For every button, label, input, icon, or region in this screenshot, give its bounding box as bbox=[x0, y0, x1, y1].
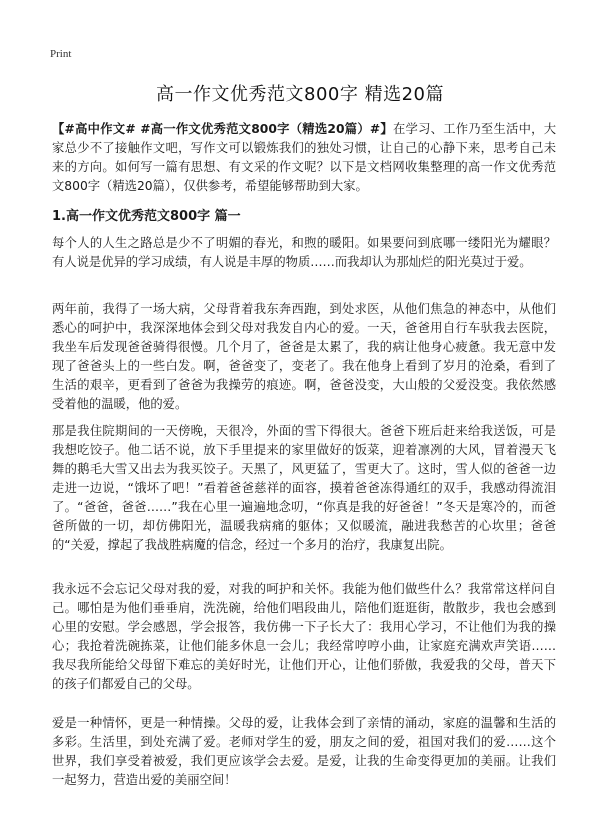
body-paragraph-1: 每个人的人生之路总是少不了明媚的春光，和煦的暖阳。如果要问到底哪一缕阳光为耀眼？有人说是优异的学习成绩，有人说是丰厚的物质……而我却认为那灿烂的阳光莫过于爱。 bbox=[52, 236, 556, 269]
print-label[interactable]: Print bbox=[50, 48, 72, 60]
intro-text: 在学习、工作乃至生活中，大家总少不了接触作文吧，写作文可以锻炼我们的独处习惯，让自己的心静下来，思考自己未来的方向。如何写一篇有思想、有文采的作文呢？以下是文档网收集整理的高一作文优秀范文800字（精选20篇），仅供参考，希望能够帮助到大家。 bbox=[52, 122, 556, 193]
body-paragraph-3: 那是我住院期间的一天傍晚，天很冷，外面的雪下得很大。爸爸下班后赶来给我送饭，可是我想吃饺子。他二话不说，放下手里提来的家里做好的饭菜，迎着凛冽的大风，冒着漫天飞舞的鹅毛大雪又出去为我买饺子。天黑了，风更猛了，雪更大了。这时，雪人似的爸爸一边走进一边说，“饿坏了吧！”看着爸爸慈祥的面容，摸着爸爸冻得通红的双手，我感动得流泪了。“爸爸，爸爸……”我在心里一遍遍地念叨，“你真是我的好爸爸！”冬天是寒冷的，而爸爸所做的一切，却仿佛阳光，温暖我病痛的躯体；又似暖流，融进我愁苦的心坎里；爸爸的“关爱，撑起了我战胜病魔的信念，经过一个多月的治疗，我康复出院。 bbox=[52, 424, 556, 552]
body-paragraph-4: 我永远不会忘记父母对我的爱，对我的呵护和关怀。我能为他们做些什么？我常常这样问自己。哪怕是为他们垂垂肩，洗洗碗，给他们唱段曲儿，陪他们逛逛街，散散步，我也会感到心里的安慰。学会感恩，学会报答，我仿佛一下子长大了：我用心学习，不让他们为我的操心；我抢着洗碗拣菜，让他们能多休息一会儿；我经常哼哼小曲，让家庭充满欢声笑语……我尽我所能给父母留下难忘的美好时光，让他们开心，让他们骄傲，我爱我的父母，普天下的孩子们都爱自己的父母。 bbox=[52, 582, 556, 691]
document-title: 高一作文优秀范文800字 精选20篇 bbox=[156, 84, 444, 105]
section-heading: 1.高一作文优秀范文800字 篇一 bbox=[52, 209, 241, 224]
intro-paragraph bbox=[52, 120, 556, 196]
body-paragraph-5: 爱是一种情怀，更是一种情操。父母的爱，让我体会到了亲情的涌动，家庭的温馨和生活的多彩。生活里，到处充满了爱。老师对学生的爱，朋友之间的爱，祖国对我们的爱……这个世界，我们享受着被爱，我们更应该学会去爱。是爱，让我的生命变得更加的美丽。让我们一起努力，营造出爱的美丽空间！ bbox=[52, 716, 556, 787]
intro-tag: 【#高中作文# #高一作文优秀范文800字（精选20篇）#】 bbox=[52, 122, 393, 136]
body-paragraph-2: 两年前，我得了一场大病，父母背着我东奔西跑，到处求医，从他们焦急的神态中，从他们悉心的呵护中，我深深地体会到父母对我发自内心的爱。一天，爸爸用自行车驮我去医院，我坐车后发现爸爸骑得很慢。几个月了，爸爸是太累了，我的病让他身心疲惫。我无意中发现了爸爸头上的一些白发。啊，爸爸变了，变老了。我在他身上看到了岁月的沧桑，看到了生活的艰辛，更看到了爸爸为我操劳的痕迹。啊，爸爸没变，大山般的父爱没变。我依然感受着他的温暖，他的爱。 bbox=[52, 302, 556, 411]
